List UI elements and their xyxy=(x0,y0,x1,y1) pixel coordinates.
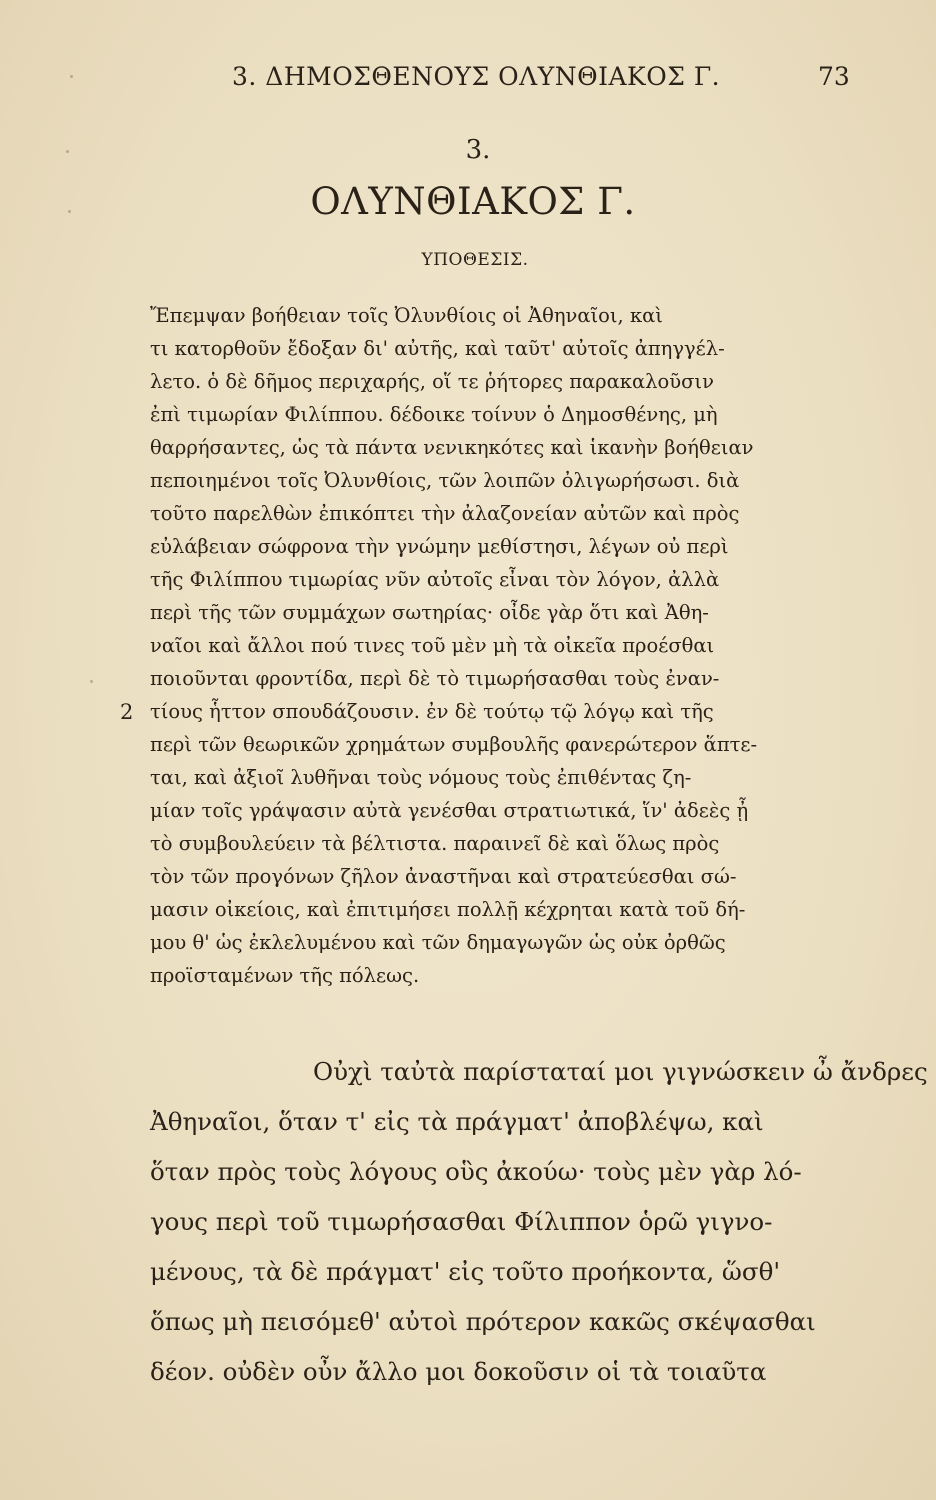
hypothesis-line: ἐπὶ τιμωρίαν Φιλίππου. δέδοικε τοίνυν ὁ Δημοσθένης, μὴ xyxy=(150,403,718,426)
paper-speck xyxy=(68,210,71,213)
hypothesis-line: πεποιημένοι τοῖς Ὀλυνθίοις, τῶν λοιπῶν ὀλιγωρήσωσι. διὰ xyxy=(150,469,740,492)
section-number: 3. xyxy=(465,135,491,165)
hypothesis-line: Ἔπεμψαν βοήθειαν τοῖς Ὀλυνθίοις οἱ Ἀθηναῖοι, καὶ xyxy=(150,304,663,327)
oration-line: δέον. οὐδὲν οὖν ἄλλο μοι δοκοῦσιν οἱ τὰ τοιαῦτα xyxy=(150,1357,767,1386)
hypothesis-line: λετο. ὁ δὲ δῆμος περιχαρής, οἵ τε ῥήτορες παρακαλοῦσιν xyxy=(150,370,714,393)
hypothesis-line: τὸν τῶν προγόνων ζῆλον ἀναστῆναι καὶ στρατεύεσθαι σώ- xyxy=(150,865,737,888)
hypothesis-line: τι κατορθοῦν ἔδοξαν δι' αὐτῆς, καὶ ταῦτ' αὐτοῖς ἀπηγγέλ- xyxy=(150,337,725,360)
hypothesis-line: τοῦτο παρελθὼν ἐπικόπτει τὴν ἀλαζονείαν αὐτῶν καὶ πρὸς xyxy=(150,502,740,525)
paper-speck xyxy=(90,680,93,683)
hypothesis-line: ναῖοι καὶ ἄλλοι πού τινες τοῦ μὲν μὴ τὰ οἰκεῖα προέσθαι xyxy=(150,634,715,657)
hypothesis-line: εὐλάβειαν σώφρονα τὴν γνώμην μεθίστησι, λέγων οὐ περὶ xyxy=(150,535,729,558)
hypothesis-line: περὶ τῆς τῶν συμμάχων σωτηρίας· οἶδε γὰρ ὅτι καὶ Ἀθη- xyxy=(150,601,709,624)
oration-line: γους περὶ τοῦ τιμωρήσασθαι Φίλιππον ὁρῶ γιγνο- xyxy=(150,1207,773,1236)
hypothesis-line: τὸ συμβουλεύειν τὰ βέλτιστα. παραινεῖ δὲ καὶ ὅλως πρὸς xyxy=(150,832,720,855)
page-title: ΟΛΥΝΘΙΑΚΟΣ Γ. xyxy=(310,180,636,223)
hypothesis-line: περὶ τῶν θεωρικῶν χρημάτων συμβουλῆς φανερώτερον ἅπτε- xyxy=(150,733,758,756)
hypothesis-line: μασιν οἰκείοις, καὶ ἐπιτιμήσει πολλῇ κέχρηται κατὰ τοῦ δή- xyxy=(150,898,746,921)
paper-speck xyxy=(70,75,73,78)
hypothesis-line: προϊσταμένων τῆς πόλεως. xyxy=(150,964,420,987)
hypothesis-line: ποιοῦνται φροντίδα, περὶ δὲ τὸ τιμωρήσασθαι τοὺς ἐναν- xyxy=(150,667,720,690)
hypothesis-line: θαρρήσαντες, ὡς τὰ πάντα νενικηκότες καὶ ἱκανὴν βοήθειαν xyxy=(150,436,754,459)
oration-line: Οὐχὶ ταὐτὰ παρίσταταί μοι γιγνώσκειν ὦ ἄνδρες xyxy=(313,1057,928,1086)
oration-line: ὅπως μὴ πεισόμεθ' αὐτοὶ πρότερον κακῶς σκέψασθαι xyxy=(150,1307,816,1336)
oration-line: ὅταν πρὸς τοὺς λόγους οὓς ἀκούω· τοὺς μὲν γὰρ λό- xyxy=(150,1157,802,1186)
running-head: 3. ΔΗΜΟΣΘΕΝΟΥΣ ΟΛΥΝΘΙΑΚΟΣ Γ. xyxy=(232,62,721,91)
oration-line: μένους, τὰ δὲ πράγματ' εἰς τοῦτο προήκοντα, ὥσθ' xyxy=(150,1257,781,1286)
hypothesis-line: τῆς Φιλίππου τιμωρίας νῦν αὐτοῖς εἶναι τὸν λόγον, ἀλλὰ xyxy=(150,568,720,591)
margin-section-number: 2 xyxy=(120,700,134,724)
page-number: 73 xyxy=(818,62,850,91)
oration-line: Ἀθηναῖοι, ὅταν τ' εἰς τὰ πράγματ' ἀποβλέψω, καὶ xyxy=(150,1107,764,1136)
hypothesis-line: μου θ' ὡς ἐκλελυμένου καὶ τῶν δημαγωγῶν ὡς οὐκ ὀρθῶς xyxy=(150,931,726,954)
paper-speck xyxy=(66,150,69,153)
hypothesis-line: μίαν τοῖς γράψασιν αὐτὰ γενέσθαι στρατιωτικά, ἵν' ἀδεὲς ᾖ xyxy=(150,799,749,822)
hypothesis-heading: ΥΠΟΘΕΣΙΣ. xyxy=(421,250,529,270)
hypothesis-line: ται, καὶ ἀξιοῖ λυθῆναι τοὺς νόμους τοὺς ἐπιθέντας ζη- xyxy=(150,766,692,789)
hypothesis-line: τίους ἧττον σπουδάζουσιν. ἐν δὲ τούτῳ τῷ λόγῳ καὶ τῆς xyxy=(150,700,714,723)
